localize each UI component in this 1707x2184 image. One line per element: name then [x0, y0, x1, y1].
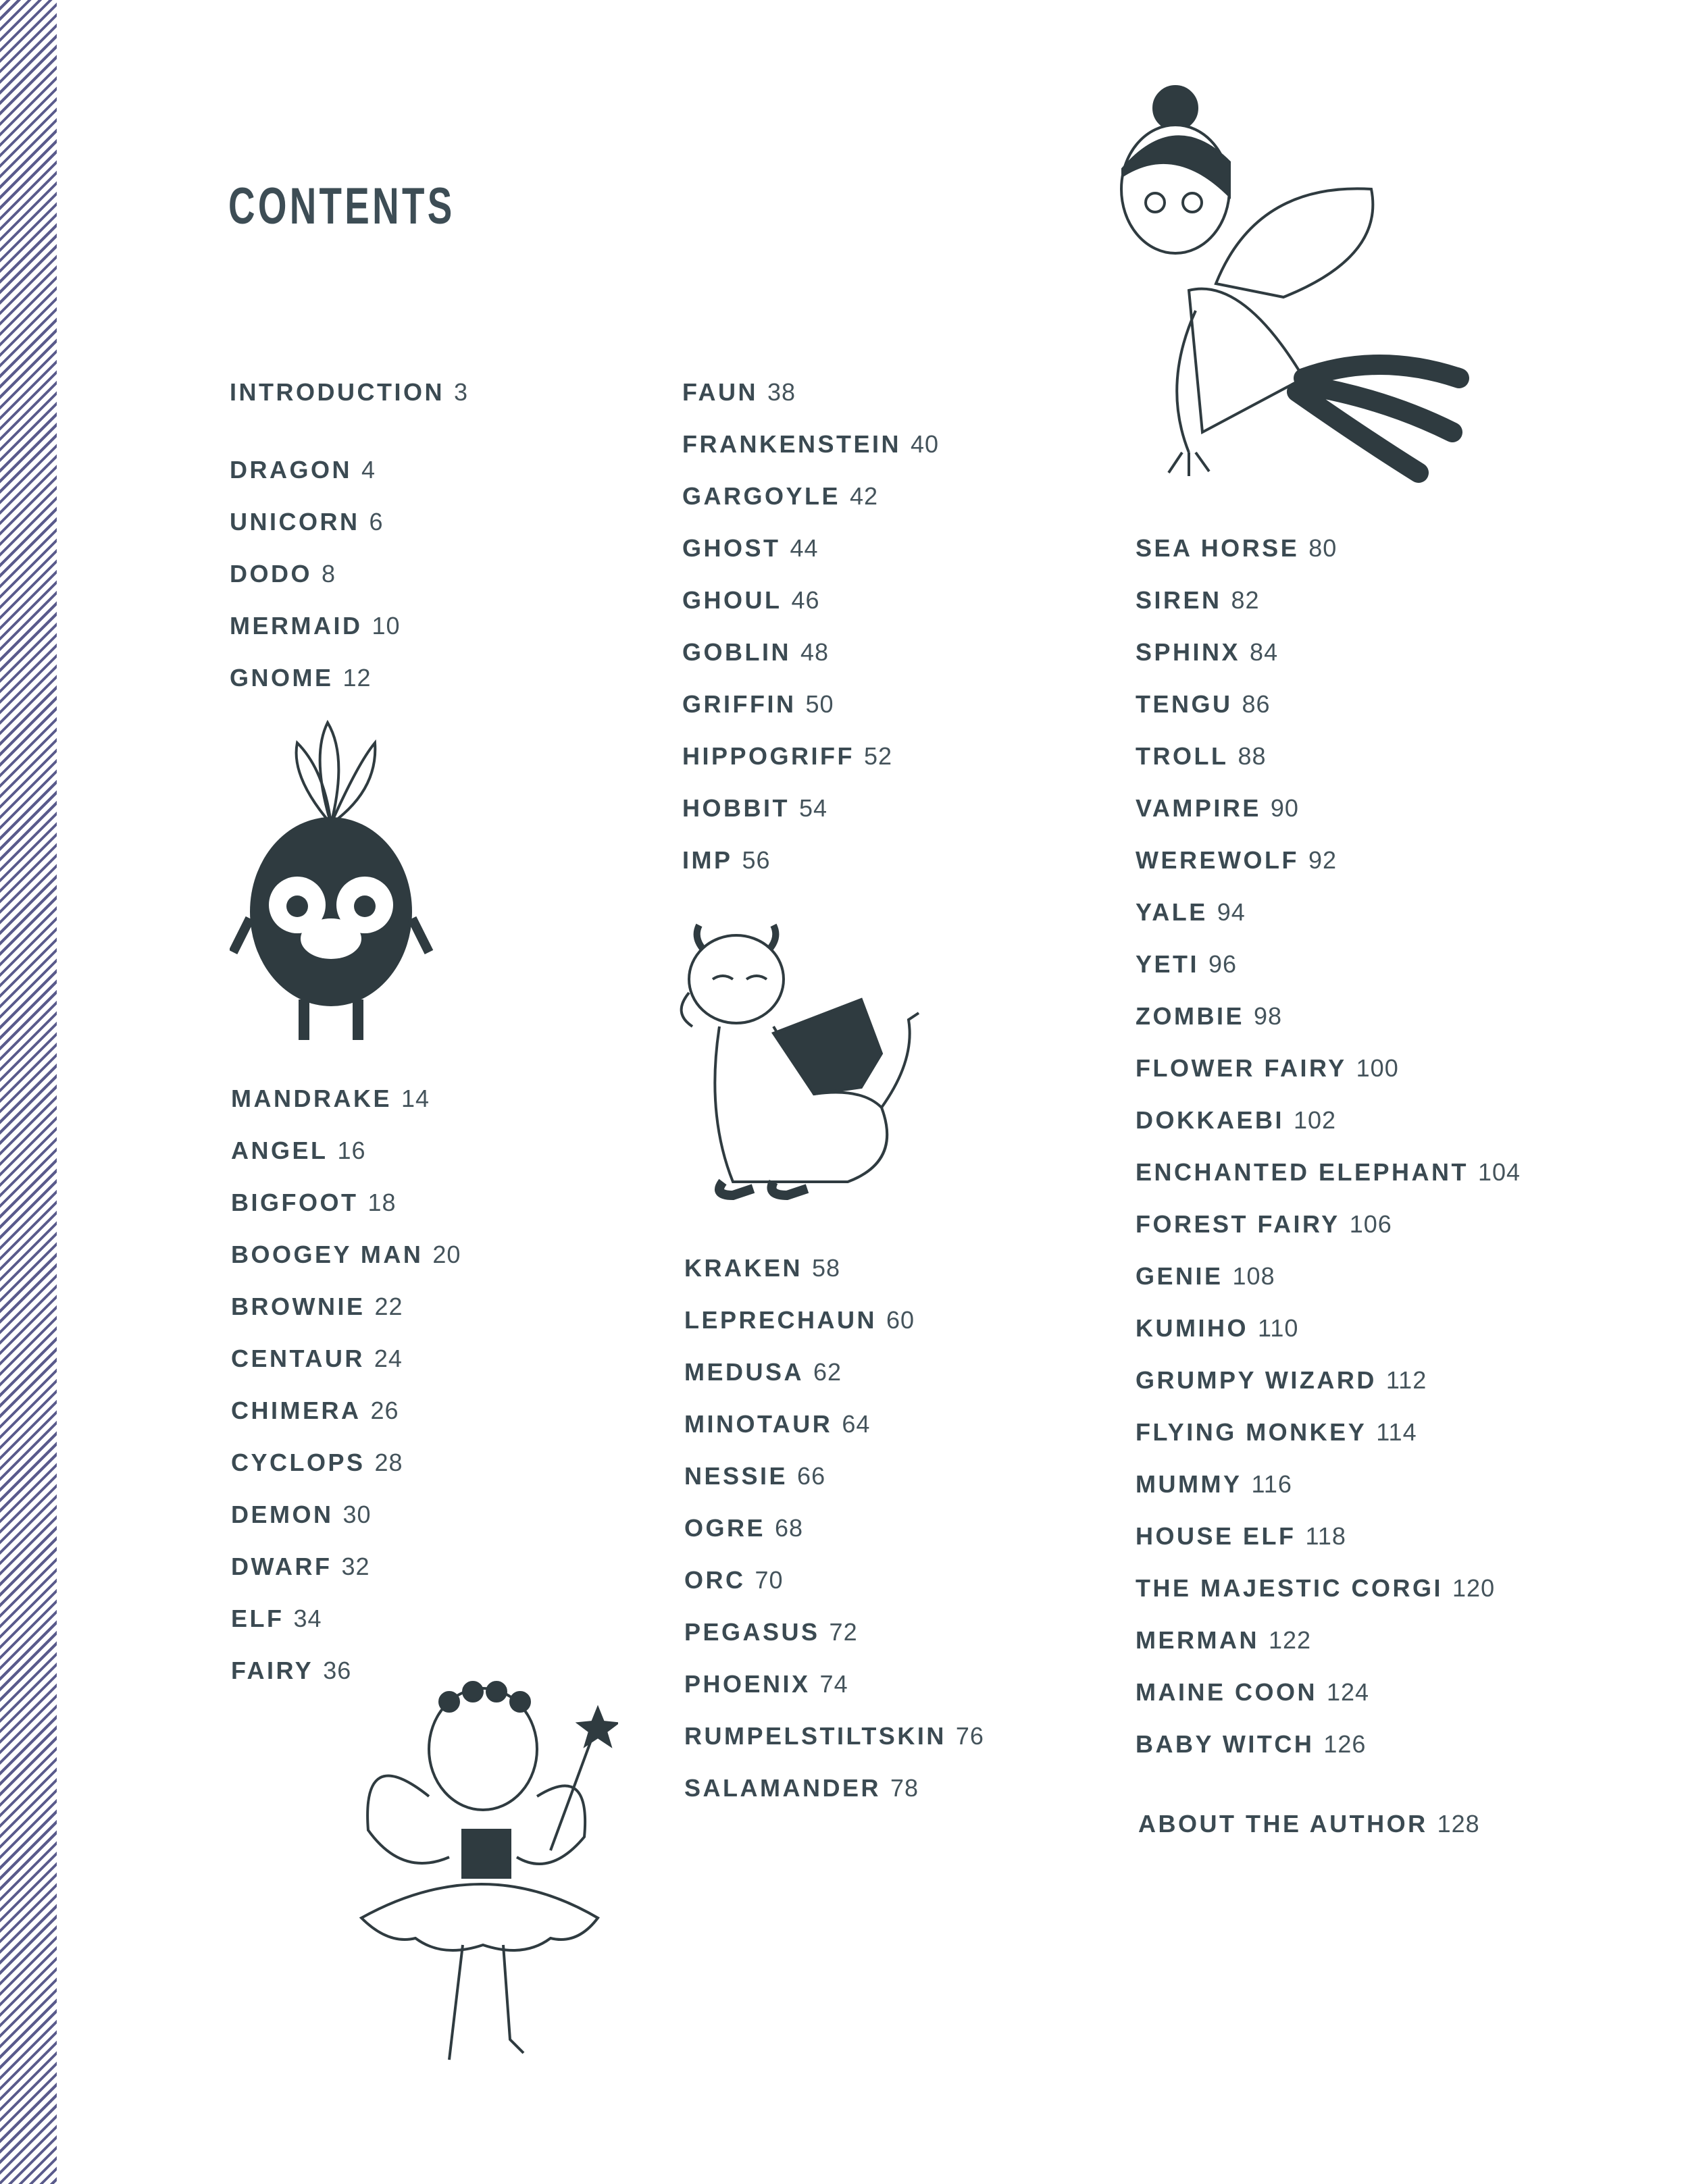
toc-entry[interactable]: [1136, 1458, 1521, 1510]
toc-entry-title: FLYING MONKEY: [1136, 1418, 1367, 1446]
toc-entry-title: FAIRY: [231, 1657, 314, 1684]
toc-entry-title: BABY WITCH: [1136, 1730, 1315, 1758]
toc-entry-title: ELF: [231, 1605, 284, 1632]
toc-entry-page: 62: [813, 1358, 842, 1386]
toc-entry[interactable]: [1136, 886, 1521, 938]
toc-entry[interactable]: [1136, 1042, 1521, 1094]
toc-entry[interactable]: [231, 1540, 461, 1592]
toc-entry[interactable]: [684, 1398, 984, 1450]
toc-entry-title: CENTAUR: [231, 1345, 365, 1372]
toc-entry-title: ENCHANTED ELEPHANT: [1136, 1158, 1469, 1186]
toc-entry[interactable]: [231, 1228, 461, 1280]
toc-entry[interactable]: [1136, 1614, 1521, 1666]
toc-entry-title: WEREWOLF: [1136, 846, 1299, 874]
toc-entry[interactable]: [684, 1242, 984, 1294]
toc-entry-page: 46: [791, 586, 820, 614]
toc-entry-title: BROWNIE: [231, 1293, 365, 1320]
toc-entry-page: 84: [1250, 638, 1279, 666]
toc-entry-title: FOREST FAIRY: [1136, 1210, 1340, 1238]
toc-entry-title: UNICORN: [230, 508, 360, 536]
toc-entry[interactable]: [231, 1072, 461, 1124]
toc-entry-page: 112: [1385, 1366, 1427, 1394]
toc-entry-page: 36: [323, 1657, 352, 1684]
toc-entry-page: 68: [775, 1514, 804, 1542]
toc-entry[interactable]: [1136, 1406, 1521, 1458]
toc-entry-title: PHOENIX: [684, 1670, 811, 1698]
toc-entry-title: DWARF: [231, 1553, 332, 1580]
toc-entry-title: FAUN: [682, 378, 758, 406]
toc-entry-page: 82: [1231, 586, 1260, 614]
page-title: CONTENTS: [228, 178, 455, 235]
striped-margin: [0, 0, 57, 2184]
toc-entry-title: VAMPIRE: [1136, 794, 1261, 822]
toc-entry[interactable]: [684, 1710, 984, 1762]
toc-entry-page: 80: [1308, 534, 1337, 562]
toc-entry-title: ORC: [684, 1566, 746, 1594]
toc-entry-page: 122: [1268, 1626, 1312, 1654]
toc-entry[interactable]: [1136, 1718, 1521, 1770]
toc-entry-page: 86: [1242, 690, 1271, 718]
toc-entry-title: BOOGEY MAN: [231, 1241, 424, 1268]
toc-entry[interactable]: [1136, 1198, 1521, 1250]
toc-entry-title: SALAMANDER: [684, 1774, 881, 1802]
toc-entry-title: PEGASUS: [684, 1618, 820, 1646]
toc-entry-page: 48: [800, 638, 830, 666]
toc-entry-page: 32: [341, 1553, 370, 1580]
toc-entry[interactable]: [684, 1294, 984, 1346]
toc-entry[interactable]: [230, 496, 401, 548]
toc-entry[interactable]: [682, 730, 939, 782]
toc-column-3-group-a: [1136, 522, 1521, 1770]
toc-entry[interactable]: [682, 626, 939, 678]
toc-entry-page: 88: [1238, 742, 1267, 770]
toc-entry-page: 3: [453, 378, 469, 406]
toc-entry-title: OGRE: [684, 1514, 766, 1542]
toc-entry[interactable]: [684, 1658, 984, 1710]
toc-entry[interactable]: [1136, 1510, 1521, 1562]
toc-entry[interactable]: [1136, 1250, 1521, 1302]
fairy-illustration: [348, 1661, 618, 2087]
toc-entry-page: 76: [955, 1722, 984, 1750]
toc-entry[interactable]: [231, 1176, 461, 1228]
toc-entry-title: SPHINX: [1136, 638, 1241, 666]
toc-entry-title: ABOUT THE AUTHOR: [1138, 1810, 1428, 1838]
toc-entry-title: NESSIE: [684, 1462, 788, 1490]
toc-entry-page: 78: [890, 1774, 919, 1802]
toc-entry[interactable]: [682, 366, 939, 418]
toc-entry-title: KRAKEN: [684, 1254, 803, 1282]
toc-column-1-intro: [230, 366, 468, 418]
toc-entry-title: DRAGON: [230, 456, 352, 484]
toc-entry[interactable]: [684, 1762, 984, 1814]
toc-entry-title: ZOMBIE: [1136, 1002, 1244, 1030]
toc-entry-page: 94: [1217, 898, 1246, 926]
imp-illustration: [659, 912, 929, 1209]
toc-entry-page: 34: [293, 1605, 322, 1632]
toc-entry-title: DOKKAEBI: [1136, 1106, 1285, 1134]
toc-entry-title: SIREN: [1136, 586, 1222, 614]
toc-entry-title: MERMAN: [1136, 1626, 1259, 1654]
toc-entry-page: 114: [1376, 1418, 1417, 1446]
toc-entry-title: BIGFOOT: [231, 1189, 359, 1216]
toc-entry-title: GARGOYLE: [682, 482, 841, 510]
toc-entry-page: 40: [911, 430, 940, 458]
toc-entry[interactable]: [1136, 1146, 1521, 1198]
toc-entry[interactable]: [1136, 730, 1521, 782]
toc-entry-page: 98: [1254, 1002, 1283, 1030]
toc-entry[interactable]: [1136, 1354, 1521, 1406]
toc-entry-title: GNOME: [230, 664, 334, 692]
toc-entry-title: SEA HORSE: [1136, 534, 1300, 562]
toc-entry-title: YALE: [1136, 898, 1208, 926]
toc-entry-title: GRUMPY WIZARD: [1136, 1366, 1377, 1394]
toc-entry-page: 72: [829, 1618, 858, 1646]
toc-entry-title: MANDRAKE: [231, 1085, 392, 1112]
toc-entry-title: TENGU: [1136, 690, 1233, 718]
toc-entry-page: 126: [1323, 1730, 1367, 1758]
toc-entry-title: INTRODUCTION: [230, 378, 444, 406]
toc-entry-title: MEDUSA: [684, 1358, 805, 1386]
toc-entry-title: FLOWER FAIRY: [1136, 1054, 1347, 1082]
toc-column-3-about: [1138, 1798, 1480, 1850]
toc-entry-title: DODO: [230, 560, 312, 588]
toc-entry-title: FRANKENSTEIN: [682, 430, 902, 458]
toc-entry[interactable]: [230, 652, 401, 704]
toc-entry-title: MINOTAUR: [684, 1410, 833, 1438]
toc-entry-page: 96: [1208, 950, 1238, 978]
toc-entry[interactable]: [1136, 626, 1521, 678]
toc-entry[interactable]: [231, 1280, 461, 1332]
toc-entry-page: 52: [864, 742, 893, 770]
toc-entry-page: 10: [372, 612, 401, 640]
toc-column-2-group-a: [682, 366, 939, 886]
toc-entry-page: 14: [401, 1085, 430, 1112]
toc-entry-page: 4: [361, 456, 376, 484]
toc-entry[interactable]: [231, 1124, 461, 1176]
toc-entry[interactable]: [682, 834, 939, 886]
toc-entry-title: CHIMERA: [231, 1397, 361, 1424]
toc-entry-title: ANGEL: [231, 1137, 328, 1164]
toc-entry-page: 66: [797, 1462, 826, 1490]
toc-entry-page: 100: [1356, 1054, 1399, 1082]
toc-entry[interactable]: [684, 1606, 984, 1658]
toc-entry[interactable]: [231, 1592, 461, 1644]
toc-entry-page: 60: [886, 1306, 915, 1334]
toc-entry-title: HOUSE ELF: [1136, 1522, 1296, 1550]
harpy-illustration: [1081, 81, 1493, 493]
toc-entry-title: GENIE: [1136, 1262, 1223, 1290]
toc-entry[interactable]: [231, 1436, 461, 1488]
toc-entry-page: 74: [819, 1670, 848, 1698]
toc-entry-page: 38: [767, 378, 796, 406]
toc-entry-page: 28: [374, 1449, 403, 1476]
toc-column-2-group-b: [684, 1242, 984, 1814]
toc-entry-page: 12: [342, 664, 372, 692]
toc-entry[interactable]: [1136, 1302, 1521, 1354]
toc-entry[interactable]: [682, 470, 939, 522]
toc-entry[interactable]: [1136, 522, 1521, 574]
toc-entry-title: HOBBIT: [682, 794, 790, 822]
toc-entry[interactable]: [231, 1384, 461, 1436]
toc-entry[interactable]: [1138, 1798, 1480, 1850]
toc-entry[interactable]: [230, 444, 401, 496]
toc-entry-page: 104: [1478, 1158, 1521, 1186]
toc-entry-title: MAINE COON: [1136, 1678, 1317, 1706]
toc-entry[interactable]: [684, 1346, 984, 1398]
toc-entry-title: YETI: [1136, 950, 1200, 978]
toc-entry-title: RUMPELSTILTSKIN: [684, 1722, 946, 1750]
toc-entry-title: THE MAJESTIC CORGI: [1136, 1574, 1444, 1602]
toc-entry[interactable]: [1136, 1562, 1521, 1614]
mandrake-illustration: [230, 716, 439, 1040]
toc-entry-page: 106: [1349, 1210, 1392, 1238]
toc-entry-title: MERMAID: [230, 612, 363, 640]
toc-entry[interactable]: [230, 600, 401, 652]
toc-entry-page: 54: [799, 794, 828, 822]
toc-entry-title: CYCLOPS: [231, 1449, 365, 1476]
toc-entry-page: 92: [1308, 846, 1337, 874]
toc-entry-page: 108: [1232, 1262, 1275, 1290]
toc-entry[interactable]: [231, 1332, 461, 1384]
toc-entry[interactable]: [1136, 782, 1521, 834]
toc-entry[interactable]: [682, 782, 939, 834]
toc-entry-page: 58: [812, 1254, 841, 1282]
toc-entry-page: 50: [805, 690, 834, 718]
toc-entry-page: 22: [374, 1293, 403, 1320]
toc-entry[interactable]: [1136, 1666, 1521, 1718]
toc-entry[interactable]: [684, 1502, 984, 1554]
toc-entry[interactable]: [1136, 678, 1521, 730]
toc-entry-page: 64: [842, 1410, 871, 1438]
toc-entry[interactable]: [682, 574, 939, 626]
toc-entry[interactable]: [1136, 990, 1521, 1042]
toc-entry-page: 6: [369, 508, 384, 536]
toc-entry[interactable]: [230, 366, 468, 418]
toc-entry-page: 26: [370, 1397, 399, 1424]
toc-entry-title: IMP: [682, 846, 733, 874]
toc-entry-page: 124: [1327, 1678, 1370, 1706]
toc-entry-page: 8: [322, 560, 336, 588]
toc-entry-page: 90: [1270, 794, 1299, 822]
toc-entry-title: LEPRECHAUN: [684, 1306, 877, 1334]
toc-entry[interactable]: [684, 1450, 984, 1502]
toc-entry[interactable]: [682, 678, 939, 730]
toc-entry-page: 16: [337, 1137, 366, 1164]
toc-entry[interactable]: [1136, 834, 1521, 886]
toc-entry-page: 116: [1251, 1470, 1292, 1498]
toc-entry[interactable]: [1136, 938, 1521, 990]
toc-entry-page: 42: [850, 482, 879, 510]
toc-entry-page: 110: [1258, 1314, 1299, 1342]
toc-entry-title: TROLL: [1136, 742, 1229, 770]
toc-entry-title: GHOUL: [682, 586, 782, 614]
toc-entry[interactable]: [682, 522, 939, 574]
toc-entry[interactable]: [684, 1554, 984, 1606]
toc-entry-page: 30: [342, 1501, 372, 1528]
toc-entry-page: 102: [1294, 1106, 1337, 1134]
toc-entry[interactable]: [230, 548, 401, 600]
toc-entry[interactable]: [682, 418, 939, 470]
toc-entry-title: GHOST: [682, 534, 781, 562]
toc-entry[interactable]: [1136, 1094, 1521, 1146]
toc-column-1-group-b: [231, 1072, 461, 1696]
toc-entry-title: MUMMY: [1136, 1470, 1242, 1498]
toc-entry-page: 20: [432, 1241, 461, 1268]
toc-entry-title: GOBLIN: [682, 638, 791, 666]
toc-entry-page: 128: [1437, 1810, 1480, 1838]
toc-entry-page: 70: [755, 1566, 784, 1594]
toc-entry[interactable]: [231, 1488, 461, 1540]
toc-entry-title: GRIFFIN: [682, 690, 796, 718]
toc-entry-page: 118: [1305, 1522, 1346, 1550]
toc-entry-page: 56: [742, 846, 771, 874]
toc-entry-page: 120: [1452, 1574, 1496, 1602]
toc-entry-title: DEMON: [231, 1501, 334, 1528]
toc-entry-page: 24: [374, 1345, 403, 1372]
toc-entry[interactable]: [1136, 574, 1521, 626]
toc-column-1-group-a: [230, 444, 401, 704]
toc-entry-title: KUMIHO: [1136, 1314, 1248, 1342]
toc-entry-page: 44: [790, 534, 819, 562]
toc-entry-title: HIPPOGRIFF: [682, 742, 855, 770]
toc-entry-page: 18: [367, 1189, 397, 1216]
